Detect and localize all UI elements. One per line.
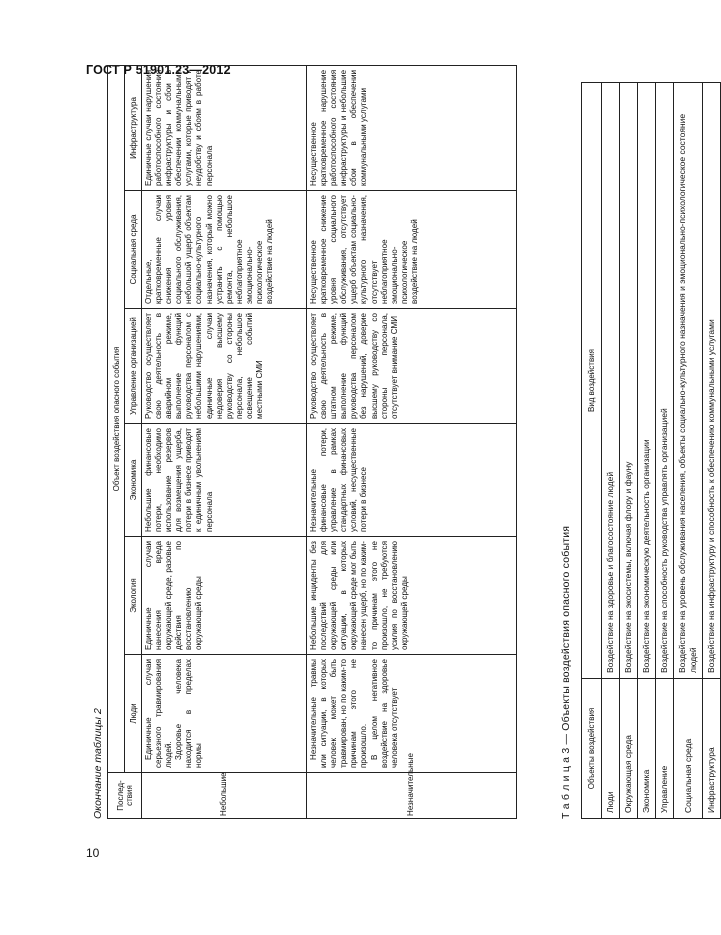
kind-cell: Воздействие на экономическую деятельность организации — [638, 83, 656, 679]
cell-social: Отдельные, кратковременные случаи снижения уровня социального обслуживания, небольшой ущерб объектам социально-культурного назначения, который можно устранить с помощью ремонта, небольшое неблагоприятное эмоционально-психологическое воздействие на людей — [142, 191, 307, 309]
kind-cell: Воздействие на экосистемы, включая флору и фауну — [620, 83, 638, 679]
col-header-kind: Вид воздействия — [582, 83, 602, 679]
kind-cell: Воздействие на уровень обслуживания населения, объекты социально-культурного назначения и эмоционально-психологическое состояние людей — [674, 83, 703, 679]
cell-text: Незначительные травмы или ситуации, в которых человек может быть травмирован, но по каким-то причинам этого не произошло. — [309, 659, 369, 768]
object-cell: Окружающая среда — [620, 679, 638, 819]
table-row — [638, 83, 656, 819]
cell-management: Руководство осуществляет свою деятельность в штатном режиме, выполнение функций руководства персоналом без нарушений, доверие высшему руководству со стороны персонала, отсутствует внимание СМИ — [307, 309, 517, 424]
table-row — [142, 65, 307, 818]
object-cell: Инфраструктура — [703, 679, 721, 819]
object-cell: Управление — [656, 679, 674, 819]
cell-text-extra: В целом негативное воздействие на здоровье человека отсутствует — [369, 659, 399, 768]
col-header-people: Люди — [125, 655, 142, 773]
col-header-infrastructure: Инфраструктура — [125, 65, 142, 190]
cell-text-extra: Здоровье человека находится в пределах нормы — [174, 659, 204, 768]
col-header-economy: Экономика — [125, 424, 142, 537]
table-row — [602, 83, 620, 819]
page-number: 10 — [86, 846, 100, 860]
col-header-ecology: Экология — [125, 537, 142, 655]
object-cell: Экономика — [638, 679, 656, 819]
cell-economy: Небольшие финансовые потери, необходимо использование резервов для возмещения ущерба, потери в бизнесе приводят к единичным увольнениям персонала — [142, 424, 307, 537]
cell-ecology: Единичные случаи нанесения вреда окружающей среде, разовые действия по восстановлению окружающей среды — [142, 537, 307, 655]
col-header-severity: Послед-ствия — [108, 773, 142, 819]
table-3-impact-objects — [581, 82, 721, 819]
cell-infrastructure: Единичные случаи нарушения работоспособного состояния инфраструктуры и сбои в обеспечении коммунальными услугами, которые приводят к неудобству и сбоям в работе персонала — [142, 65, 307, 190]
table-2-consequences — [107, 65, 517, 819]
col-header-group: Объект воздействия опасного события — [108, 65, 125, 772]
table-row — [307, 65, 517, 818]
cell-text: Единичные случаи серьезного травмирования людей. — [144, 659, 174, 768]
rotated-content — [92, 34, 716, 845]
table-row — [620, 83, 638, 819]
table-row — [674, 83, 703, 819]
kind-cell: Воздействие на способность руководства управлять организацией — [656, 83, 674, 679]
kind-cell: Воздействие на здоровье и благосостояние людей — [602, 83, 620, 679]
table-row — [703, 83, 721, 819]
col-header-social: Социальная среда — [125, 191, 142, 309]
col-header-management: Управление организацией — [125, 309, 142, 424]
table2-caption: Окончание таблицы 2 — [92, 708, 104, 819]
object-cell: Социальная среда — [674, 679, 703, 819]
table3-caption: Т а б л и ц а 3 — Объекты воздействия опасного события — [560, 525, 572, 819]
cell-infrastructure: Несущественное кратковременное нарушение работоспособного состояния инфраструктуры и небольшие сбои в обеспечении коммунальными услугами — [307, 65, 517, 190]
cell-management: Руководство осуществляет свою деятельность в аварийном режиме, выполнение функций руководства персоналом с небольшими нарушениями, единичные случаи недоверия высшему руководству со стороны персонала, небольшое освещение событий местными СМИ — [142, 309, 307, 424]
cell-ecology: Небольшие инциденты без последствий для окружающей среды или ситуации, в которых окружающей среде мог быть нанесен ущерб, но по каким-то причинам этого не произошло, не требуются усилия по восстановлению окружающей среды — [307, 537, 517, 655]
kind-cell: Воздействие на инфраструктуру и способность к обеспечению коммунальными услугами — [703, 83, 721, 679]
cell-people — [142, 655, 307, 773]
document-header: ГОСТ Р 51901.23—2012 — [86, 63, 231, 77]
severity-cell: Небольшие — [142, 773, 307, 819]
severity-cell: Незначительные — [307, 773, 517, 819]
cell-social: Несущественное кратковременное снижение уровня социального обслуживания, отсутствует ущерб объектам социально-культурного назначения, отсутствует неблагоприятное эмоционально-психологическое воздействие на людей — [307, 191, 517, 309]
cell-economy: Незначительные финансовые потери, управление в рамках стандартных финансовых условий, несущественные потери в бизнесе — [307, 424, 517, 537]
object-cell: Люди — [602, 679, 620, 819]
col-header-object: Объекты воздействия — [582, 679, 602, 819]
table-row — [656, 83, 674, 819]
